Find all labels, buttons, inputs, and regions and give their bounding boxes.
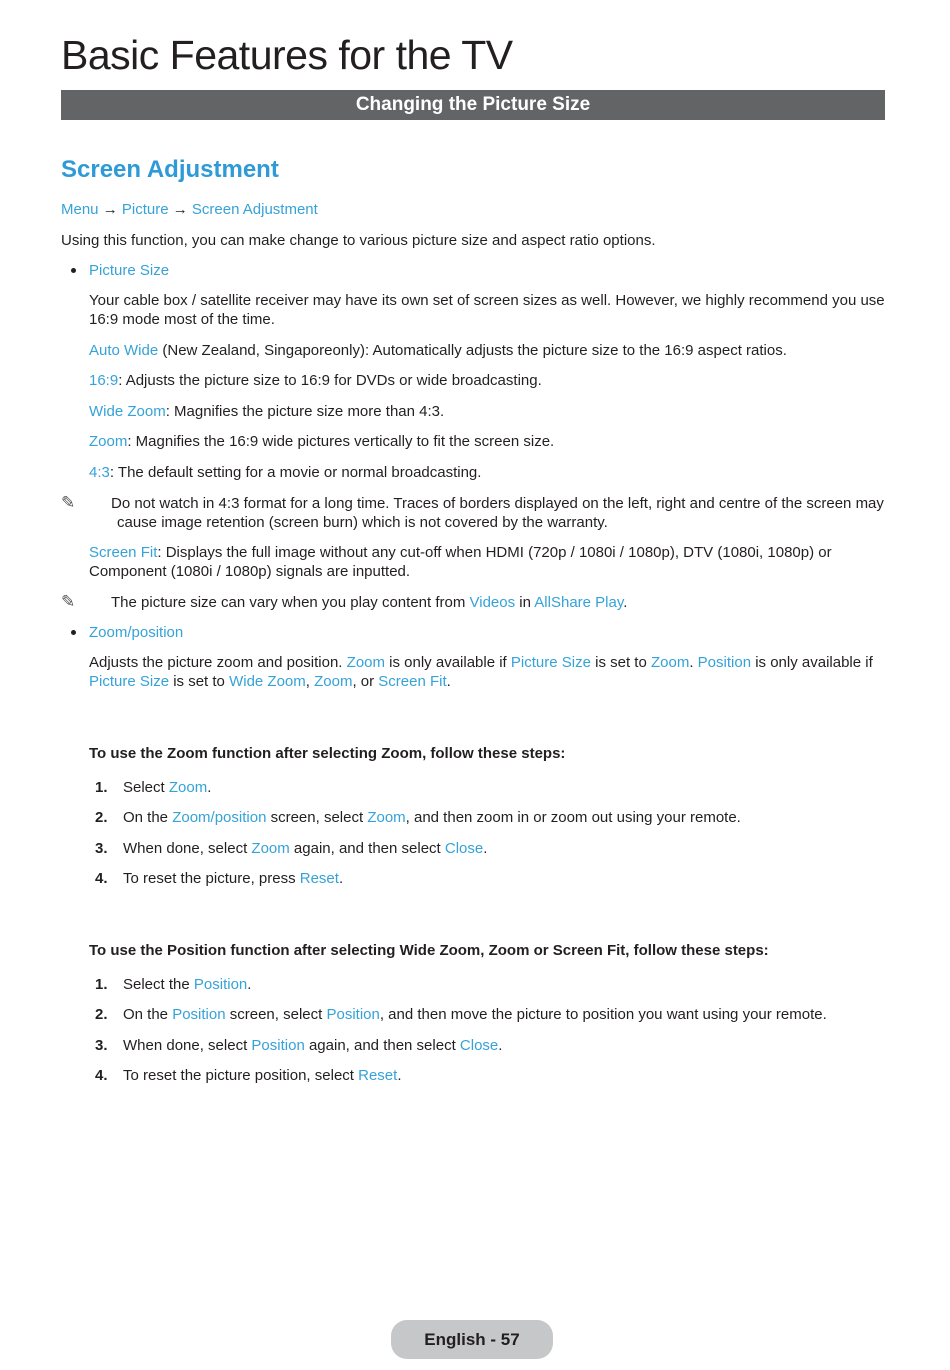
screen-fit-link[interactable]: Screen Fit xyxy=(378,673,447,690)
ratio-169-item xyxy=(89,371,885,390)
note-burn-in xyxy=(61,493,885,532)
step-text: On the xyxy=(123,809,173,826)
picture-size-link[interactable]: Picture Size xyxy=(89,673,170,690)
step-text: , and then move the picture to position you want using your remote. xyxy=(379,1006,827,1023)
step-text: again, and then select xyxy=(289,840,445,857)
step-text: screen, select xyxy=(266,809,368,826)
step-text: . xyxy=(247,976,252,993)
note-text: The picture size can vary when you play content from xyxy=(111,594,470,611)
zoom-position-link[interactable]: Zoom/position xyxy=(172,809,267,826)
desc-text: Adjusts the picture zoom and position. xyxy=(89,654,347,671)
position-link[interactable]: Position xyxy=(326,1006,380,1023)
position-steps-heading: To use the Position function after selecting Wide Zoom, Zoom or Screen Fit, follow these steps: xyxy=(89,942,769,959)
section-heading: Screen Adjustment xyxy=(61,156,279,183)
zoom-desc: : Magnifies the 16:9 wide pictures vertically to fit the screen size. xyxy=(127,433,555,450)
section-bar: Changing the Picture Size xyxy=(61,90,885,120)
breadcrumb-screen-adjustment[interactable]: Screen Adjustment xyxy=(191,201,318,218)
videos-link[interactable]: Videos xyxy=(469,594,516,611)
step-text: . xyxy=(483,840,488,857)
step-text: Select the xyxy=(123,976,194,993)
auto-wide-term[interactable]: Auto Wide xyxy=(89,342,159,359)
step-text: . xyxy=(207,779,212,796)
screen-fit-desc: : Displays the full image without any cut-off when HDMI (720p / 1080i / 1080p), DTV (1080i, 1080p) or Component (1080i / 1080p) signals are inputted. xyxy=(89,544,832,580)
breadcrumb-arrow: → xyxy=(102,201,118,218)
step-text: When done, select xyxy=(123,840,252,857)
step-number: 4. xyxy=(95,1067,108,1084)
zoom-link[interactable]: Zoom xyxy=(251,840,290,857)
zoom-position-label[interactable]: Zoom/position xyxy=(89,624,184,641)
step-text: To reset the picture, press xyxy=(123,870,300,887)
desc-text: is only available if xyxy=(385,654,511,671)
note-burn-in-text: Do not watch in 4:3 format for a long time. Traces of borders displayed on the left, right and centre of the screen may cause image retention (screen burn) which is not covered by the warranty. xyxy=(111,495,884,531)
note-text: in xyxy=(515,594,535,611)
step-text: On the xyxy=(123,1006,173,1023)
zoom-step-4 xyxy=(95,869,343,888)
intro-text: Using this function, you can make change to various picture size and aspect ratio options. xyxy=(61,232,656,249)
close-link[interactable]: Close xyxy=(459,1037,499,1054)
breadcrumb-menu[interactable]: Menu xyxy=(61,201,99,218)
position-link[interactable]: Position xyxy=(697,654,752,671)
position-link[interactable]: Position xyxy=(193,976,248,993)
wide-zoom-item xyxy=(89,402,885,421)
desc-text: is set to xyxy=(590,654,651,671)
ratio-169-desc: : Adjusts the picture size to 16:9 for DVDs or wide broadcasting. xyxy=(118,372,542,389)
page-number-badge: English - 57 xyxy=(391,1320,553,1359)
picture-size-desc: Your cable box / satellite receiver may have its own set of screen sizes as well. However, we highly recommend you use 16:9 mode most of the time. xyxy=(89,292,885,328)
breadcrumb-arrow: → xyxy=(172,201,188,218)
zoom-steps-heading: To use the Zoom function after selecting Zoom, follow these steps: xyxy=(89,745,566,762)
step-text: . xyxy=(338,870,344,887)
desc-text: is only available if xyxy=(751,654,873,671)
desc-text: , xyxy=(305,673,315,690)
step-number: 1. xyxy=(95,779,108,796)
step-number: 3. xyxy=(95,1037,108,1054)
zoom-link[interactable]: Zoom xyxy=(168,779,208,796)
step-number: 4. xyxy=(95,870,108,887)
step-number: 1. xyxy=(95,976,108,993)
zoom-link[interactable]: Zoom xyxy=(367,809,406,826)
pencil-note-icon: ✎ xyxy=(61,493,76,512)
step-text: Select xyxy=(123,779,169,796)
zoom-step-3 xyxy=(95,839,487,858)
wide-zoom-term[interactable]: Wide Zoom xyxy=(89,403,166,420)
position-step-1 xyxy=(95,975,251,994)
step-text: . xyxy=(397,1067,402,1084)
zoom-term[interactable]: Zoom xyxy=(89,433,128,450)
note-content-size xyxy=(61,592,885,612)
page-title: Basic Features for the TV xyxy=(61,32,513,78)
zoom-link[interactable]: Zoom xyxy=(314,673,353,690)
position-link[interactable]: Position xyxy=(172,1006,226,1023)
desc-text: , or xyxy=(352,673,379,690)
position-step-3 xyxy=(95,1036,502,1055)
step-text: When done, select xyxy=(123,1037,252,1054)
zoom-position-desc xyxy=(89,653,885,691)
note-text: . xyxy=(623,594,628,611)
position-link[interactable]: Position xyxy=(251,1037,305,1054)
zoom-step-1 xyxy=(95,778,211,797)
desc-text: is set to xyxy=(169,673,230,690)
step-text: screen, select xyxy=(225,1006,327,1023)
step-number: 3. xyxy=(95,840,108,857)
breadcrumb-picture[interactable]: Picture xyxy=(121,201,169,218)
wide-zoom-link[interactable]: Wide Zoom xyxy=(229,673,306,690)
reset-link[interactable]: Reset xyxy=(358,1067,398,1084)
breadcrumb xyxy=(61,200,318,219)
screen-fit-item xyxy=(89,543,885,581)
step-text: , and then zoom in or zoom out using your remote. xyxy=(405,809,741,826)
position-step-2 xyxy=(95,1005,827,1024)
position-step-4 xyxy=(95,1066,401,1085)
screen-fit-term[interactable]: Screen Fit xyxy=(89,544,158,561)
wide-zoom-desc: : Magnifies the picture size more than 4:3. xyxy=(165,403,445,420)
ratio-169-term[interactable]: 16:9 xyxy=(89,372,119,389)
pencil-note-icon: ✎ xyxy=(61,592,76,611)
close-link[interactable]: Close xyxy=(444,840,484,857)
desc-text: . xyxy=(446,673,451,690)
step-text: . xyxy=(498,1037,503,1054)
step-number: 2. xyxy=(95,1006,108,1023)
step-text: To reset the picture position, select xyxy=(123,1067,359,1084)
zoom-item xyxy=(89,432,885,451)
bullet-dot xyxy=(71,268,76,273)
zoom-link[interactable]: Zoom xyxy=(346,654,385,671)
ratio-43-desc: : The default setting for a movie or normal broadcasting. xyxy=(109,464,482,481)
desc-text: . xyxy=(689,654,698,671)
step-number: 2. xyxy=(95,809,108,826)
step-text: again, and then select xyxy=(304,1037,460,1054)
allshare-play-link[interactable]: AllShare Play xyxy=(534,594,624,611)
auto-wide-desc: (New Zealand, Singaporeonly): Automatically adjusts the picture size to the 16:9 aspect ratios. xyxy=(158,342,787,359)
picture-size-label[interactable]: Picture Size xyxy=(89,262,170,279)
reset-link[interactable]: Reset xyxy=(299,870,339,887)
picture-size-link[interactable]: Picture Size xyxy=(510,654,591,671)
ratio-43-item xyxy=(89,463,885,482)
zoom-link[interactable]: Zoom xyxy=(650,654,690,671)
zoom-step-2 xyxy=(95,808,741,827)
bullet-dot xyxy=(71,630,76,635)
auto-wide-item xyxy=(89,341,885,360)
ratio-43-term[interactable]: 4:3 xyxy=(89,464,110,481)
